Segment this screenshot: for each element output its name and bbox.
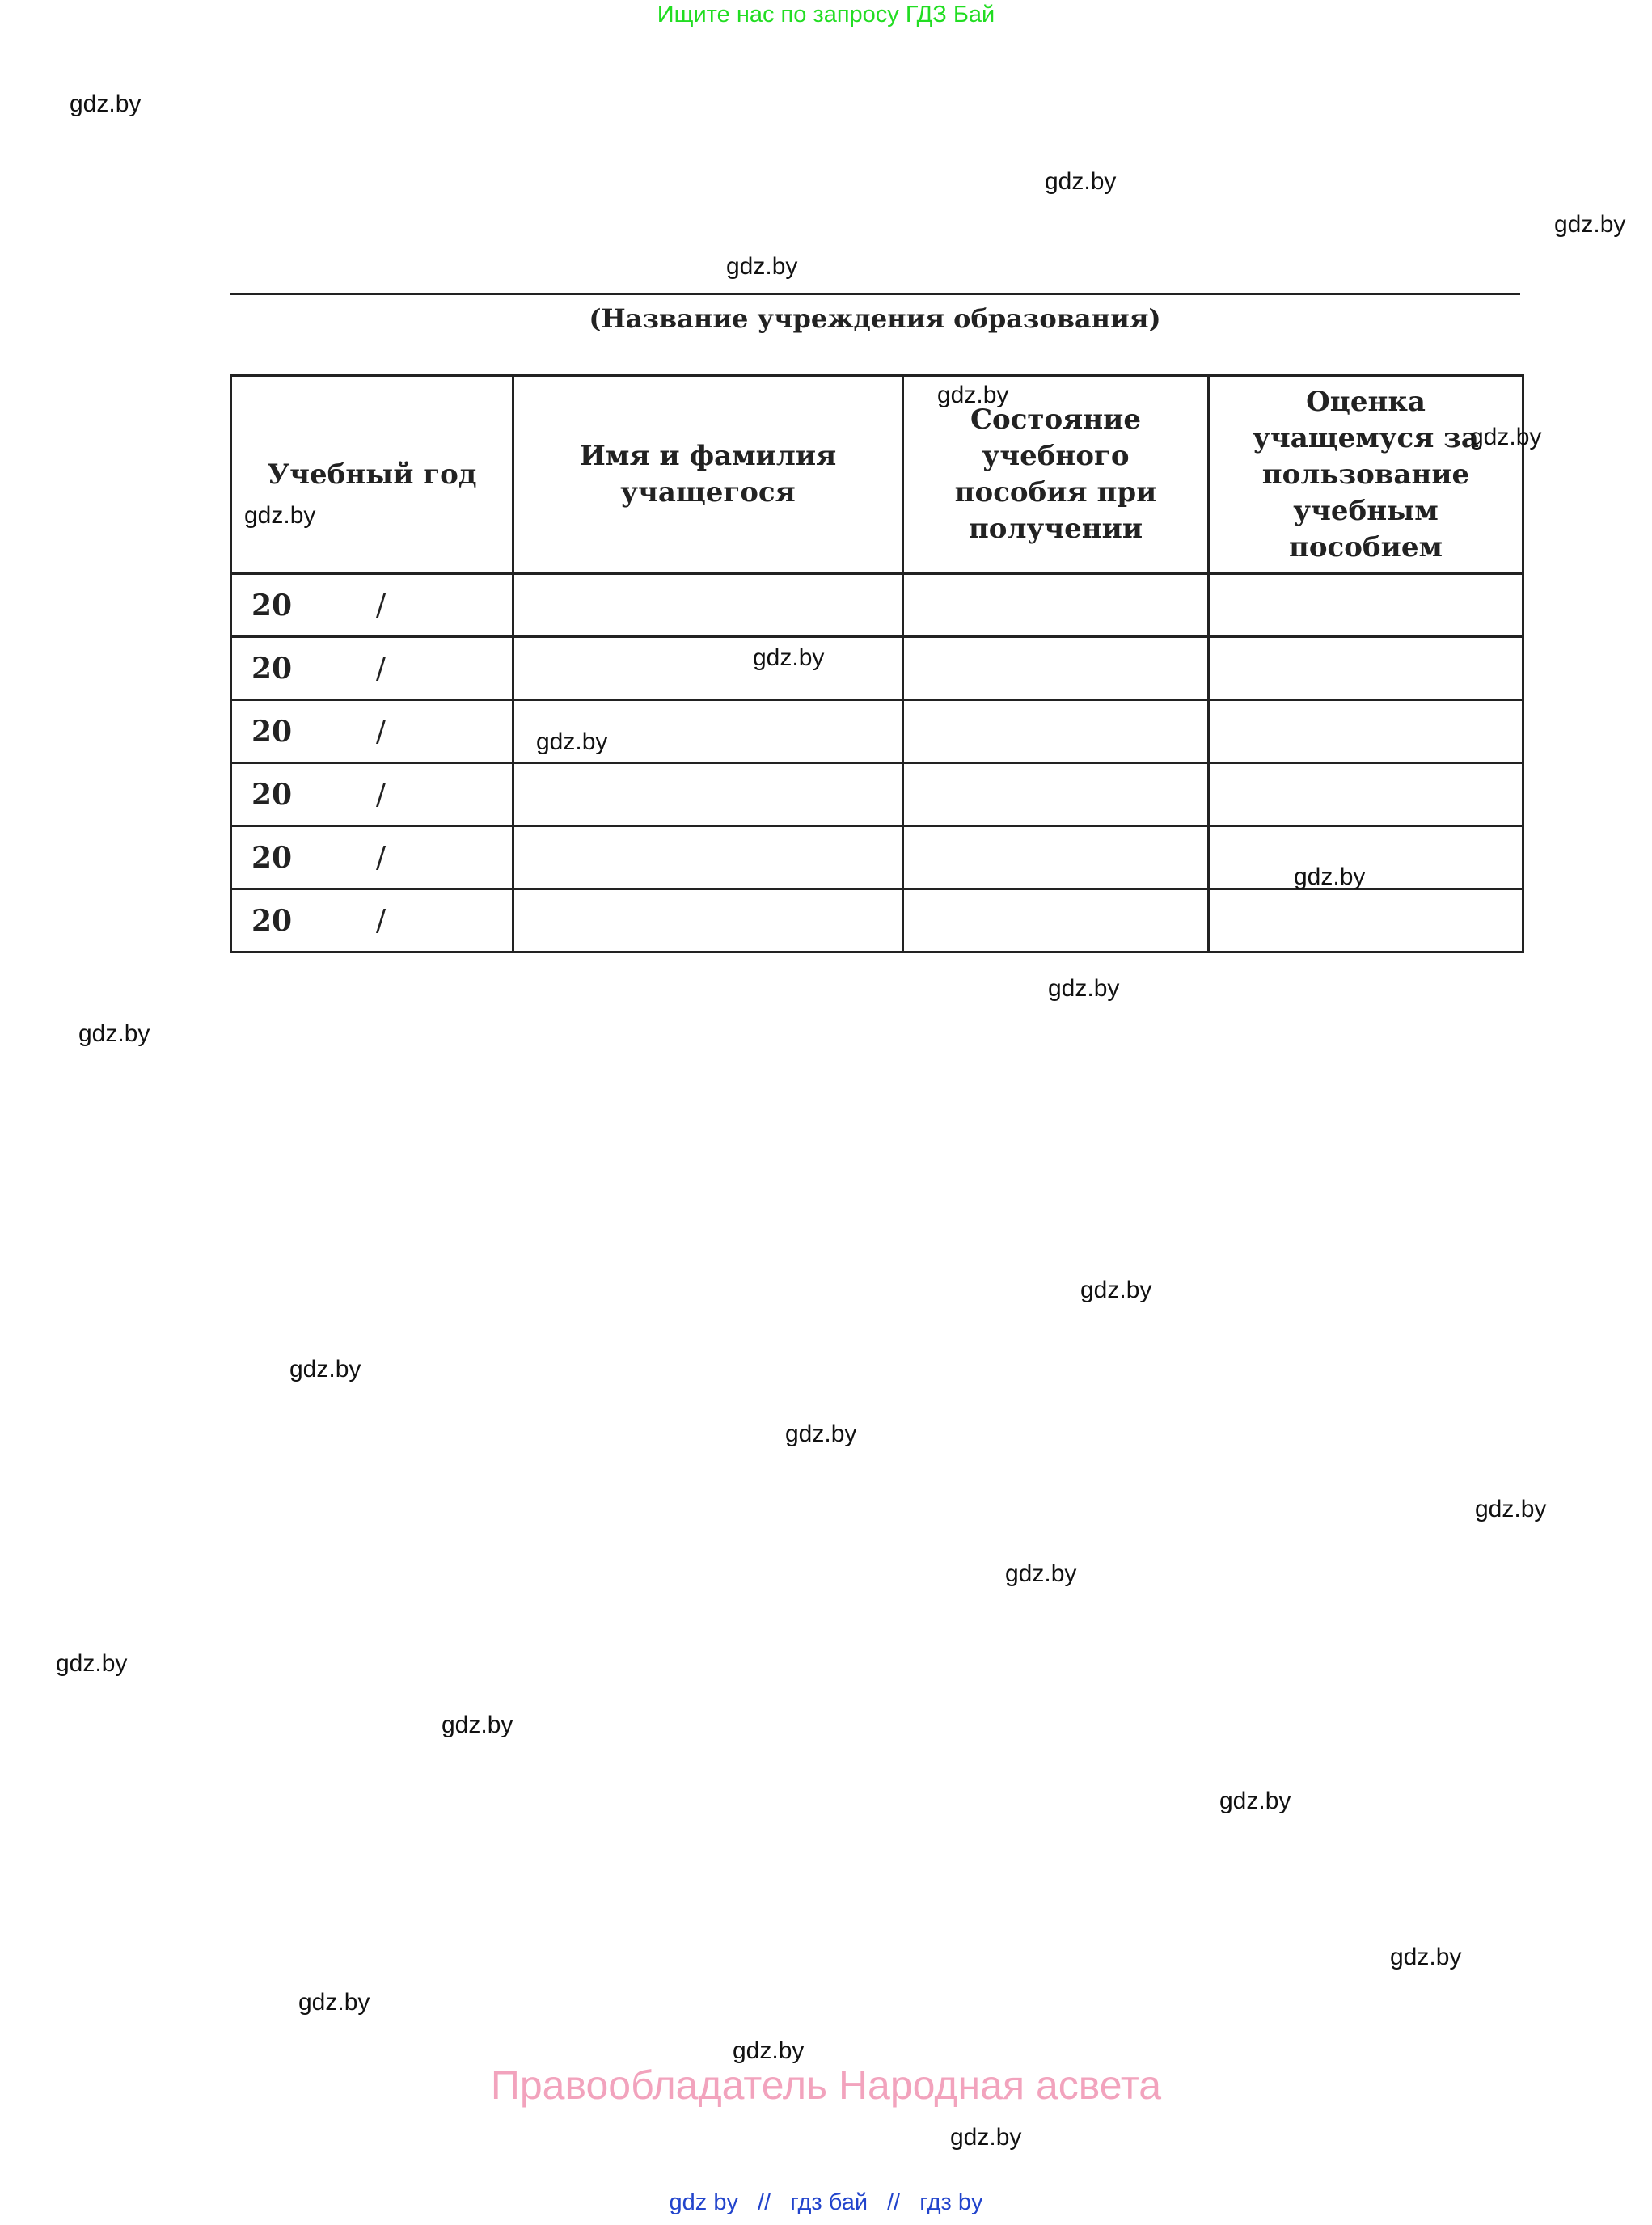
year-prefix: 20: [251, 588, 293, 623]
state-cell: [903, 763, 1209, 826]
name-cell: [513, 889, 903, 952]
year-separator: /: [376, 589, 387, 622]
watermark: gdz.by: [753, 644, 825, 671]
watermark: gdz.by: [78, 1020, 150, 1047]
watermark: gdz.by: [1045, 168, 1117, 195]
year-cell: [231, 574, 513, 637]
institution-name-line: [230, 293, 1520, 295]
footer-links: [0, 2189, 1652, 2216]
grade-cell: [1209, 700, 1523, 763]
footer-link-gdz-by[interactable]: gdz by: [669, 2189, 738, 2215]
watermark: gdz.by: [70, 91, 142, 117]
watermark: gdz.by: [1048, 975, 1120, 1002]
name-cell: [513, 763, 903, 826]
footer-separator: //: [758, 2189, 771, 2215]
year-prefix: 20: [251, 903, 293, 938]
watermark: gdz.by: [298, 1989, 370, 2016]
year-separator: /: [376, 715, 387, 748]
grade-cell: [1209, 574, 1523, 637]
header-student-name: Имя и фамилия учащегося: [513, 376, 903, 574]
year-cell: [231, 700, 513, 763]
year-cell: [231, 889, 513, 952]
year-separator: /: [376, 652, 387, 685]
footer-link-gdz-by-mixed[interactable]: гдз by: [919, 2189, 983, 2215]
watermark: gdz.by: [1475, 1496, 1547, 1522]
table-row: [231, 889, 1523, 952]
grade-cell: [1209, 763, 1523, 826]
watermark: gdz.by: [56, 1650, 128, 1677]
state-cell: [903, 637, 1209, 700]
year-separator: /: [376, 904, 387, 937]
watermark: gdz.by: [1005, 1560, 1077, 1587]
institution-caption: (Название учреждения образования): [589, 303, 1161, 334]
watermark: gdz.by: [1390, 1944, 1462, 1970]
grade-cell: [1209, 637, 1523, 700]
state-cell: [903, 889, 1209, 952]
watermark: gdz.by: [726, 253, 798, 280]
footer-link-gdz-bai[interactable]: гдз бай: [790, 2189, 868, 2215]
table-row: [231, 700, 1523, 763]
top-banner: Ищите нас по запросу ГДЗ Бай: [657, 2, 995, 27]
watermark: gdz.by: [1080, 1277, 1152, 1303]
watermark: gdz.by: [950, 2124, 1022, 2151]
copyright-notice: Правообладатель Народная асвета: [490, 2062, 1162, 2108]
watermark: gdz.by: [1554, 211, 1626, 238]
state-cell: [903, 826, 1209, 889]
watermark: gdz.by: [442, 1712, 513, 1738]
header-school-year: Учебный год: [231, 376, 513, 574]
table-row: [231, 763, 1523, 826]
year-prefix: 20: [251, 777, 293, 812]
name-cell: [513, 574, 903, 637]
watermark: gdz.by: [1219, 1788, 1291, 1814]
year-separator: /: [376, 778, 387, 811]
watermark: gdz.by: [536, 728, 608, 755]
grade-cell: [1209, 889, 1523, 952]
year-cell: [231, 763, 513, 826]
year-prefix: 20: [251, 840, 293, 875]
table-header-row: [231, 376, 1523, 574]
name-cell: [513, 826, 903, 889]
footer-separator: //: [887, 2189, 901, 2215]
year-prefix: 20: [251, 714, 293, 749]
table-row: [231, 574, 1523, 637]
year-prefix: 20: [251, 651, 293, 686]
watermark: gdz.by: [1294, 863, 1366, 890]
year-cell: [231, 826, 513, 889]
watermark: gdz.by: [733, 2037, 805, 2064]
header-student-grade: Оценка учащемуся за пользование учебным пособием: [1209, 376, 1523, 574]
watermark: gdz.by: [785, 1421, 857, 1447]
year-cell: [231, 637, 513, 700]
year-separator: /: [376, 841, 387, 874]
state-cell: [903, 700, 1209, 763]
watermark: gdz.by: [937, 382, 1009, 408]
watermark: gdz.by: [289, 1356, 361, 1383]
table-row: [231, 637, 1523, 700]
watermark: gdz.by: [244, 502, 316, 529]
grade-cell: [1209, 826, 1523, 889]
header-book-condition: Состояние учебного пособия при получении: [903, 376, 1209, 574]
name-cell: [513, 637, 903, 700]
watermark: gdz.by: [1470, 424, 1542, 450]
state-cell: [903, 574, 1209, 637]
